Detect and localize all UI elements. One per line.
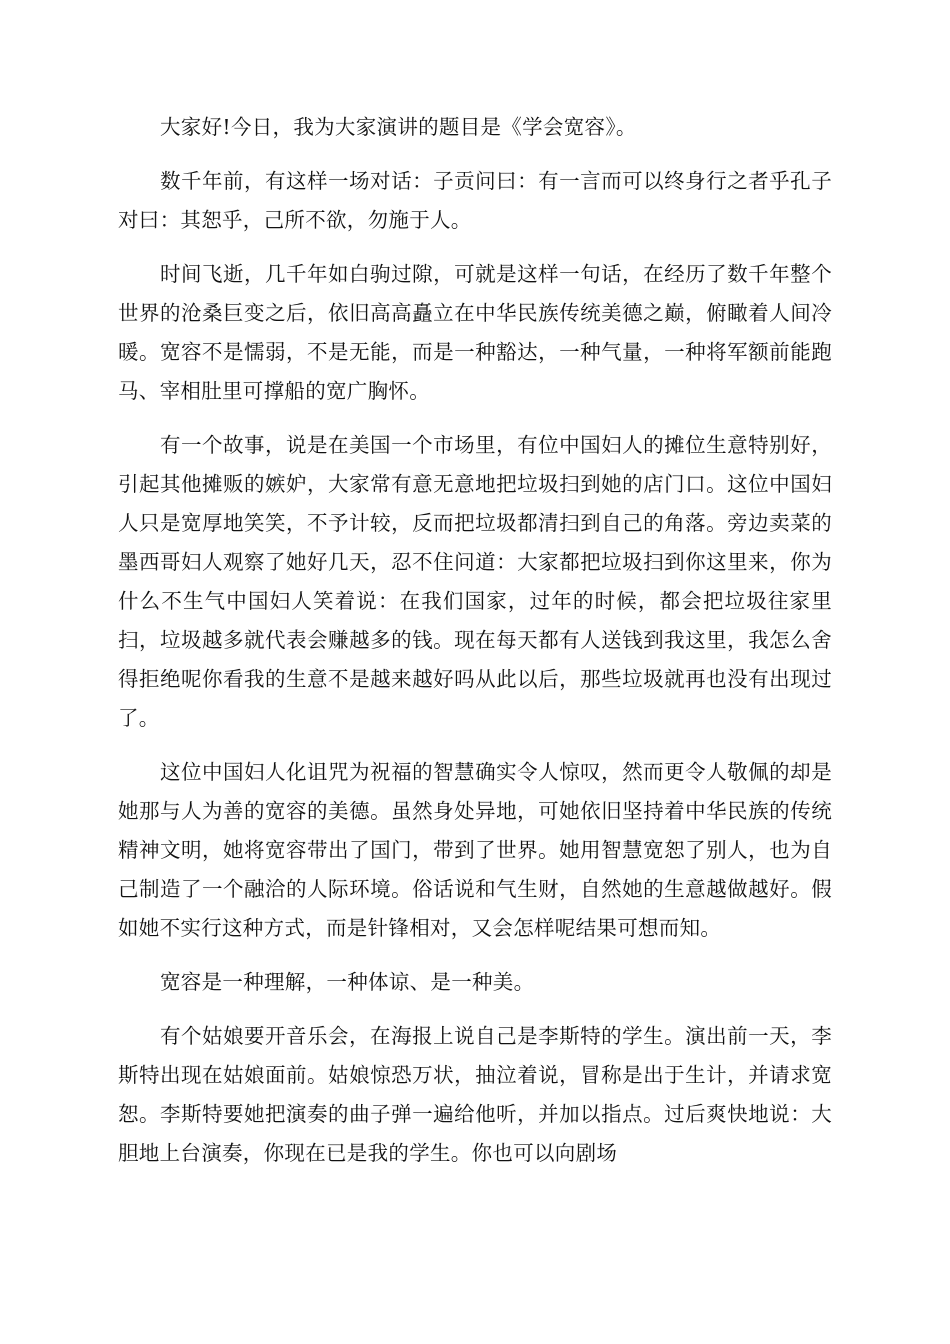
- paragraph-definition: 宽容是一种理解，一种体谅、是一种美。: [160, 970, 535, 994]
- document-page: [118, 108, 832, 1188]
- paragraph-story: 有一个故事，说是在美国一个市场里，有位中国妇人的摊位生意特别好，引起其他摊贩的嫉妒，大家常有意无意地把垃圾扫到她的店门口。这位中国妇人只是宽厚地笑笑，不予计较，反而把垃圾都清扫到自己的角落。旁边卖菜的墨西哥妇人观察了她好几天，忍不住问道：大家都把垃圾扫到你这里来，你为什么不生气中国妇人笑着说：在我们国家，过年的时候，都会把垃圾往家里扫，垃圾越多就代表会赚越多的钱。现在每天都有人送钱到我这里，我怎么舍得拒绝呢你看我的生意不是越来越好吗从此以后，那些垃圾就再也没有出现过了。: [118, 433, 832, 730]
- paragraph-time: 时间飞逝，几千年如白驹过隙，可就是这样一句话，在经历了数千年整个世界的沧桑巨变之后，依旧高高矗立在中华民族传统美德之巅，俯瞰着人间冷暖。宽容不是懦弱，不是无能，而是一种豁达，一种气量，一种将军额前能跑马、宰相肚里可撑船的宽广胸怀。: [118, 262, 832, 403]
- paragraph-wisdom: 这位中国妇人化诅咒为祝福的智慧确实令人惊叹，然而更令人敬佩的却是她那与人为善的宽容的美德。虽然身处异地，可她依旧坚持着中华民族的传统精神文明，她将宽容带出了国门，带到了世界。她用智慧宽恕了别人，也为自己制造了一个融洽的人际环境。俗话说和气生财，自然她的生意越做越好。假如她不实行这种方式，而是针锋相对，又会怎样呢结果可想而知。: [118, 760, 832, 940]
- paragraph-greeting: 大家好!今日，我为大家演讲的题目是《学会宽容》。: [160, 115, 637, 139]
- paragraph-liszt: 有个姑娘要开音乐会，在海报上说自己是李斯特的学生。演出前一天，李斯特出现在姑娘面前。姑娘惊恐万状，抽泣着说，冒称是出于生计，并请求宽恕。李斯特要她把演奏的曲子弹一遍给他听，并加以指点。过后爽快地说：大胆地上台演奏，你现在已是我的学生。你也可以向剧场: [118, 1024, 832, 1165]
- paragraph-dialogue: 数千年前，有这样一场对话：子贡问曰：有一言而可以终身行之者乎孔子对曰：其恕乎，己所不欲，勿施于人。: [118, 169, 832, 232]
